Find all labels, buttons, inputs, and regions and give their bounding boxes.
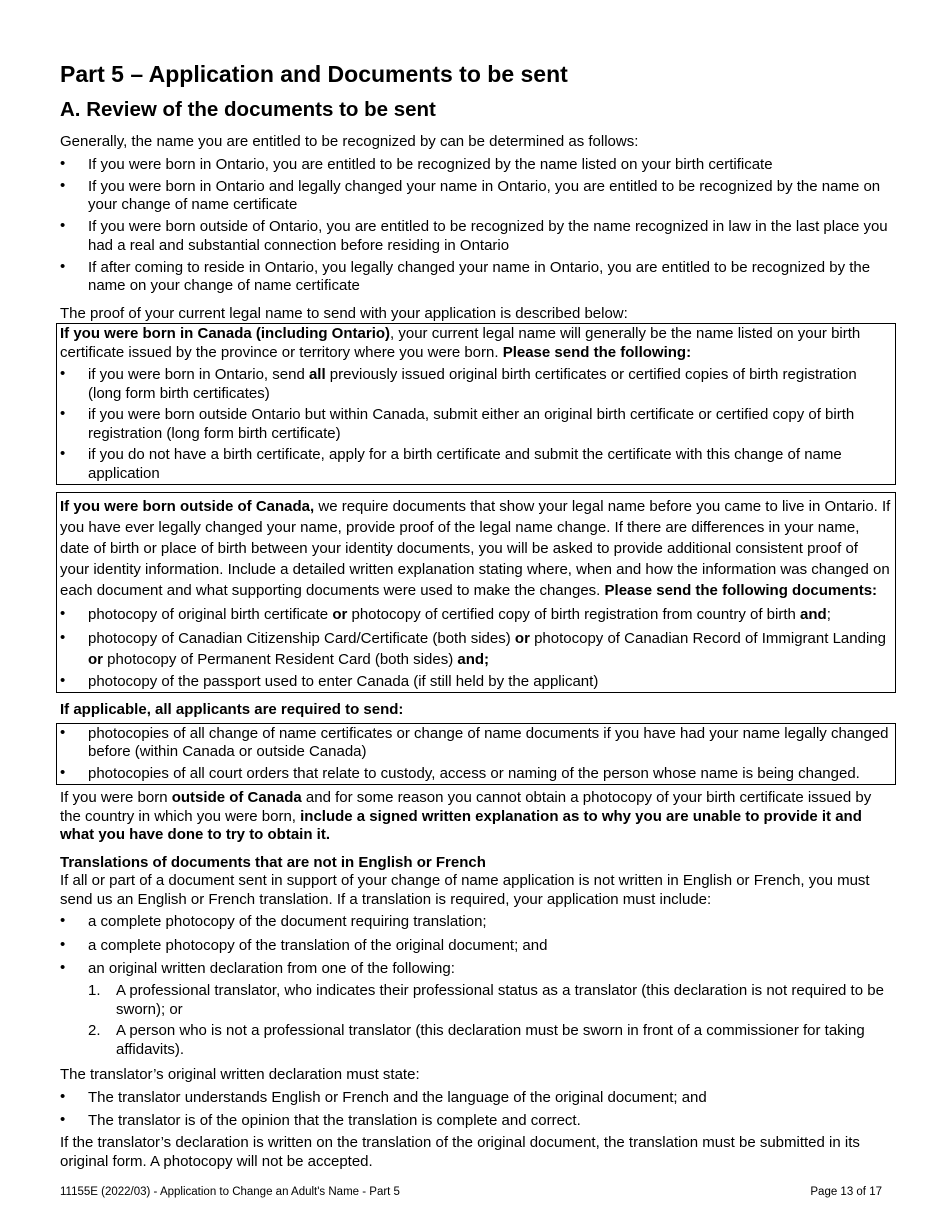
list-item: 1. A professional translator, who indicates their professional status as a translator (this declaration is not required to be sworn); or: [88, 982, 884, 1018]
list-item: • an original written declaration from one of the following:: [60, 959, 455, 977]
list-item: • If you were born outside of Ontario, you are entitled to be recognized by the name recognized in law in the last place you had a real and substantial connection before residing in Ontario: [60, 217, 888, 254]
list-item: • if you were born in Ontario, send all previously issued original birth certificates or certified copies of birth registration (long form birth certificates): [60, 365, 857, 402]
list-item: • a complete photocopy of the document requiring translation;: [60, 912, 487, 930]
born-in-canada-box: [56, 323, 896, 485]
applicable-list: [60, 725, 891, 784]
list-item: • photocopies of all court orders that relate to custody, access or naming of the person whose name is being changed.: [60, 763, 860, 782]
outside-note: If you were born outside of Canada and for some reason you cannot obtain a photocopy of your birth certificate issued by the country in which you were born, include a signed written explanation as to why you are unable to provide it and what you have done to try to obtain it.: [60, 789, 872, 843]
list-item: • photocopy of original birth certificate or photocopy of certified copy of birth registration from country of birth and;: [60, 605, 831, 623]
proof-intro: The proof of your current legal name to send with your application is described below:: [60, 304, 628, 322]
list-item: • photocopies of all change of name certificates or change of name documents if you have had your name legally changed before (within Canada or outside Canada): [60, 723, 889, 760]
list-item: • if you were born outside Ontario but within Canada, submit either an original birth certificate or certified copy of birth registration (long form birth certificate): [60, 405, 855, 442]
page-footer: [60, 1186, 882, 1198]
canada-lead: If you were born in Canada (including Ontario), your current legal name will generally be the name listed on your birth certificate issued by the province or territory where you were born. Please send the following:: [60, 325, 861, 361]
section-title: A. Review of the documents to be sent: [60, 98, 436, 121]
list-item: • If you were born in Ontario, you are entitled to be recognized by the name listed on your birth certificate: [60, 154, 773, 173]
declaration-list: [60, 1089, 896, 1131]
canada-list: [60, 366, 891, 483]
list-item: • If you were born in Ontario and legally changed your name in Ontario, you are entitled to be recognized by the name on your change of name certificate: [60, 176, 881, 213]
intro-text: Generally, the name you are entitled to be recognized by can be determined as follows:: [60, 133, 639, 150]
translations-closing: If the translator’s declaration is written on the translation of the original document, the translation must be submitted in its original form. A photocopy will not be accepted.: [60, 1134, 860, 1170]
list-item: • a complete photocopy of the translation of the original document; and: [60, 935, 548, 954]
applicable-box: [56, 723, 896, 786]
list-item: • photocopy of Canadian Citizenship Card/Certificate (both sides) or photocopy of Canadian Record of Immigrant Landing or photocopy of Permanent Resident Card (both sides) and;: [60, 628, 886, 668]
translations-list: [60, 913, 896, 979]
list-item: • if you do not have a birth certificate, apply for a birth certificate and submit the certificate with this change of name application: [60, 445, 842, 482]
form-id: 11155E (2022/03) - Application to Change an Adult's Name - Part 5: [60, 1186, 400, 1198]
declaration-intro: The translator’s original written declaration must state:: [60, 1066, 420, 1083]
translator-options: [60, 982, 896, 1059]
list-item: • The translator is of the opinion that the translation is complete and correct.: [60, 1111, 581, 1129]
outside-lead: If you were born outside of Canada, we require documents that show your legal name before you came to live in Ontario. If you have ever legally changed your name, provide proof of the legal name change. If there are differences in your name, date of birth or place of birth between your identity documents, you will be asked to provide additional consistent proof of your identity information. Include a detailed written explanation stating where, when and how the information was changed on each document and what supporting documents were used to make the changes. Please send the following documents:: [60, 498, 891, 599]
page-number: Page 13 of 17: [810, 1186, 882, 1198]
applicable-heading: If applicable, all applicants are required to send:: [60, 701, 404, 718]
list-item: • If after coming to reside in Ontario, you legally changed your name in Ontario, you are entitled to be recognized by the name on your change of name certificate: [60, 257, 871, 294]
list-item: • The translator understands English or French and the language of the original document; and: [60, 1087, 707, 1106]
list-item: • photocopy of the passport used to enter Canada (if still held by the applicant): [60, 671, 599, 690]
translations-intro: If all or part of a document sent in support of your change of name application is not written in English or French, you must send us an English or French translation. If a translation is required, your application must include:: [60, 872, 870, 908]
born-outside-canada-box: [56, 492, 896, 693]
document-page: [60, 56, 896, 1171]
part-title: Part 5 – Application and Documents to be sent: [60, 61, 568, 87]
outside-list: [60, 606, 891, 691]
translations-heading: Translations of documents that are not in English or French: [60, 853, 486, 871]
intro-list: [60, 156, 896, 296]
list-item: 2. A person who is not a professional translator (this declaration must be sworn in front of a commissioner for taking affidavits).: [88, 1022, 865, 1058]
